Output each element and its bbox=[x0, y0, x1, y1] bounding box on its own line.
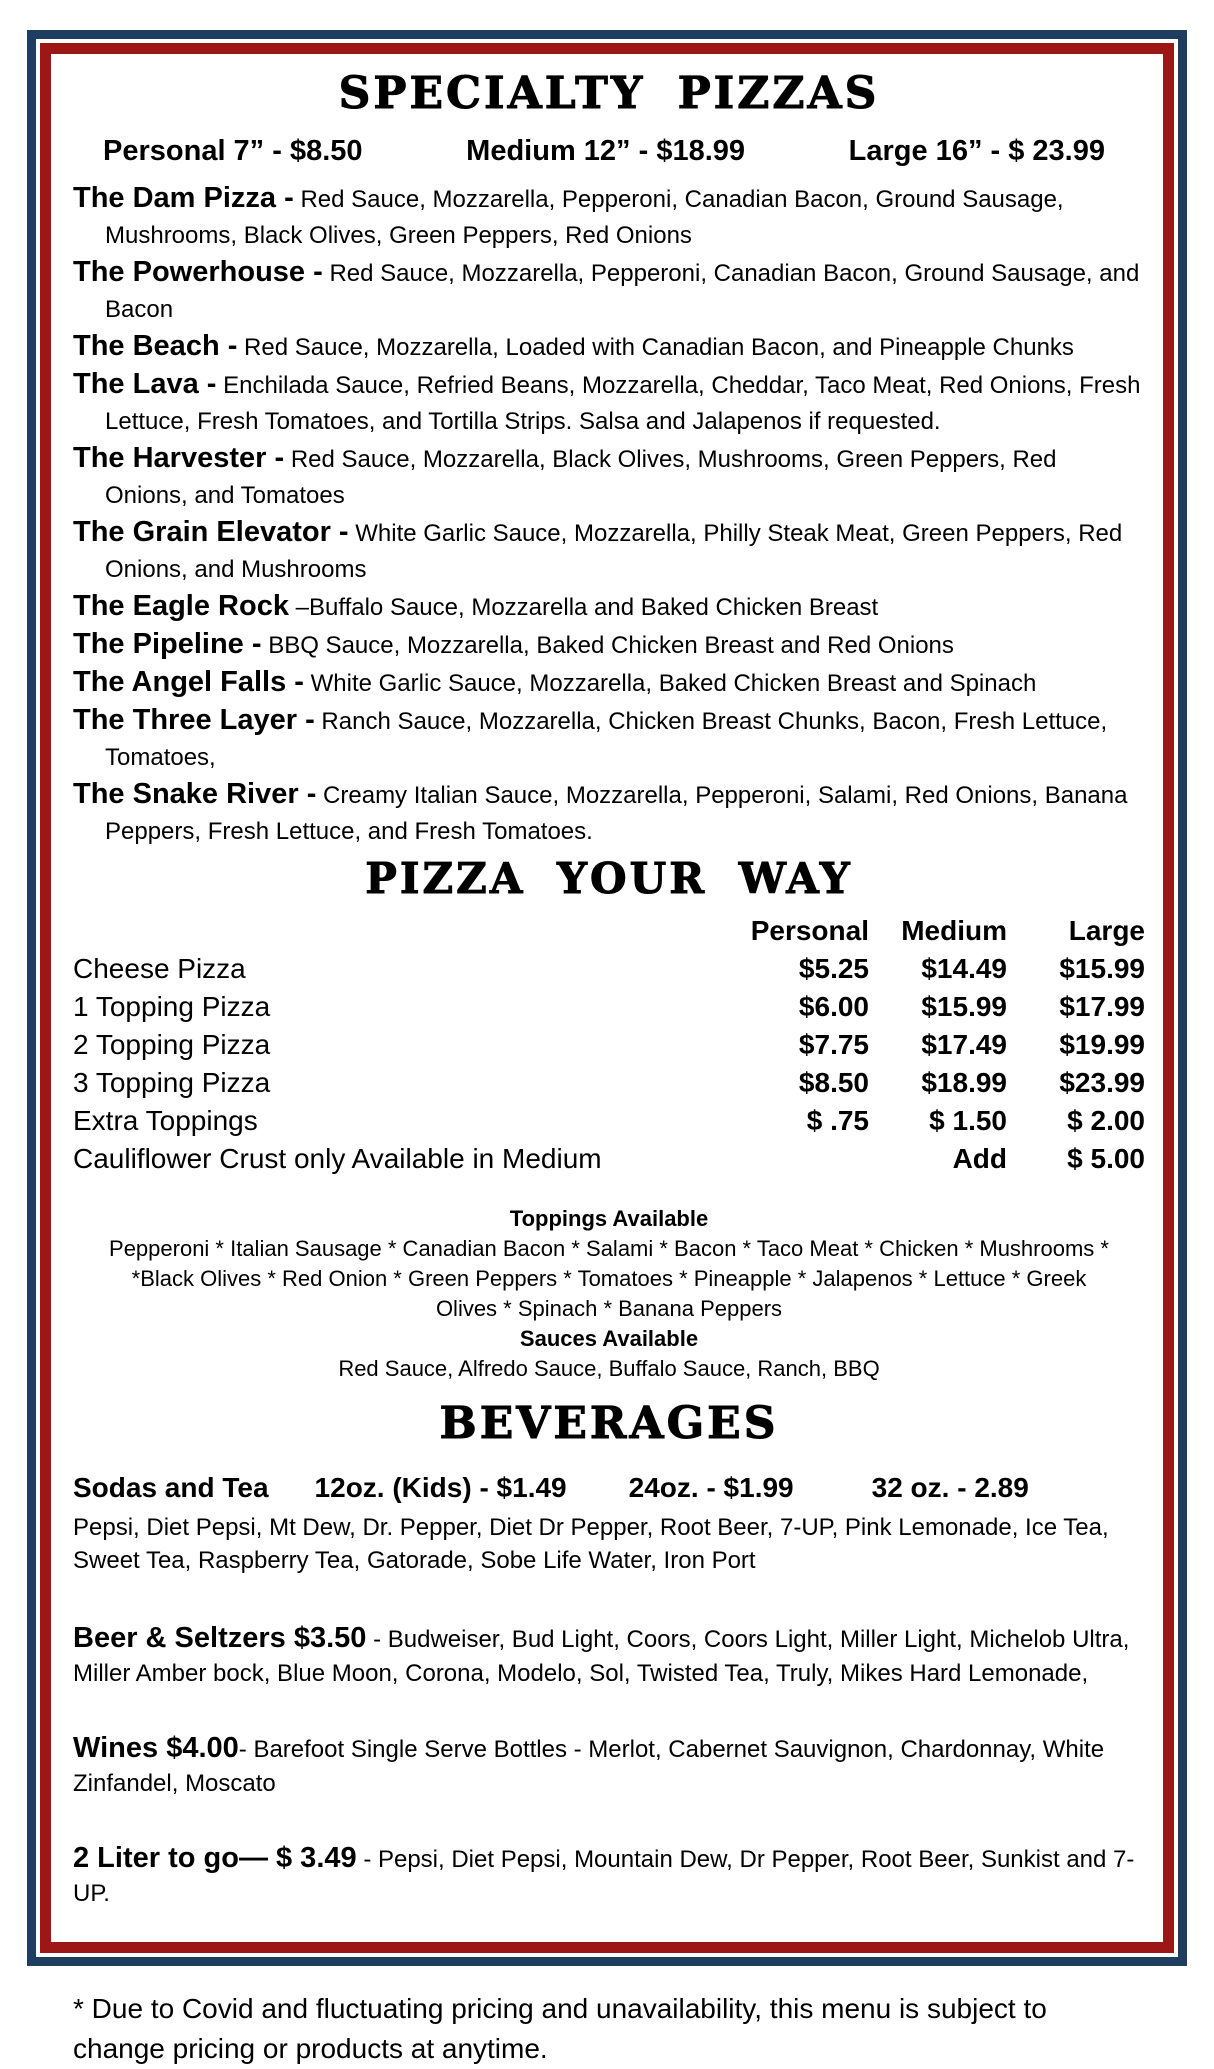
two-liter-paragraph bbox=[73, 1841, 1145, 1911]
pizza-item bbox=[73, 180, 1145, 254]
pizza-desc: Red Sauce, Mozzarella, Black Olives, Mushrooms, Green Peppers, Red Onions, and Tomatoes bbox=[105, 446, 1057, 510]
specialty-section bbox=[73, 70, 1145, 850]
price-medium: $18.99 bbox=[921, 1066, 1007, 1098]
sauces-list: Red Sauce, Alfredo Sauce, Buffalo Sauce, Ranch, BBQ bbox=[338, 1355, 880, 1381]
toppings-list: Pepperoni * Italian Sausage * Canadian Bacon * Salami * Bacon * Taco Meat * Chicken * Mushrooms * *Black Olives * Red Onion * Green Peppers * Tomatoes * Pineapple * Jalapenos * Lettuce * Greek Olives * Spinach * Banana Peppers bbox=[109, 1235, 1109, 1321]
wines-paragraph bbox=[73, 1731, 1145, 1801]
price-large: $19.99 bbox=[1059, 1028, 1145, 1060]
row-item-name: 2 Topping Pizza bbox=[73, 1028, 271, 1060]
menu-content bbox=[51, 54, 1163, 2064]
row-item-name: Cheese Pizza bbox=[73, 952, 246, 984]
pizza-your-way-title: PIZZA YOUR WAY bbox=[365, 854, 853, 904]
soda-size-32oz: 32 oz. - 2.89 bbox=[871, 1472, 1029, 1504]
specialty-title: SPECIALTY PIZZAS bbox=[338, 68, 880, 119]
price-medium: $17.49 bbox=[921, 1028, 1007, 1060]
pizza-item bbox=[73, 702, 1145, 776]
sodas-heading-row bbox=[73, 1471, 1145, 1505]
pizza-item bbox=[73, 514, 1145, 588]
toppings-header: Toppings Available bbox=[509, 1205, 709, 1231]
price-medium: $ 1.50 bbox=[929, 1104, 1007, 1136]
soda-size-kids: 12oz. (Kids) - $1.49 bbox=[314, 1472, 567, 1504]
table-row-cauliflower bbox=[73, 1140, 1145, 1178]
beverages-title: BEVERAGES bbox=[439, 1397, 779, 1449]
sodas-list: Pepsi, Diet Pepsi, Mt Dew, Dr. Pepper, Diet Dr Pepper, Root Beer, 7-UP, Pink Lemonade, Ice Tea, Sweet Tea, Raspberry Tea, Gatorade, Sobe Life Water, Iron Port bbox=[73, 1513, 1109, 1574]
col-header-personal: Personal bbox=[750, 914, 869, 946]
pizza-item bbox=[73, 588, 1145, 626]
menu-outer-border bbox=[27, 30, 1187, 2064]
covid-footnote: * Due to Covid and fluctuating pricing and unavailability, this menu is subject to change pricing or products at anytime. bbox=[73, 1992, 1047, 2064]
pizza-name: The Beach - bbox=[73, 330, 238, 363]
price-personal: $8.50 bbox=[798, 1066, 869, 1098]
pizza-item bbox=[73, 664, 1145, 702]
pizza-name: The Powerhouse - bbox=[73, 256, 323, 289]
pizza-price-table bbox=[73, 912, 1145, 1178]
pizza-item bbox=[73, 254, 1145, 328]
pizza-desc: Red Sauce, Mozzarella, Pepperoni, Canadian Bacon, Ground Sausage, Mushrooms, Black Olives, Green Peppers, Red Onions bbox=[105, 186, 1064, 250]
pizza-name: The Three Layer - bbox=[73, 704, 315, 737]
pizza-desc: Red Sauce, Mozzarella, Loaded with Canadian Bacon, and Pineapple Chunks bbox=[244, 334, 1074, 362]
price-medium: $15.99 bbox=[921, 990, 1007, 1022]
table-row bbox=[73, 1102, 1145, 1140]
price-large: $15.99 bbox=[1059, 952, 1145, 984]
toppings-sauces-block bbox=[73, 1204, 1145, 1384]
pizza-item bbox=[73, 776, 1145, 850]
sauces-header: Sauces Available bbox=[519, 1325, 699, 1351]
row-item-name: Cauliflower Crust only Available in Medium bbox=[73, 1142, 602, 1174]
row-item-name: 3 Topping Pizza bbox=[73, 1066, 271, 1098]
pizza-item bbox=[73, 440, 1145, 514]
pizza-item bbox=[73, 626, 1145, 664]
wines-heading: Wines $4.00 bbox=[73, 1731, 239, 1764]
two-liter-heading: 2 Liter to go— $ 3.49 bbox=[73, 1841, 357, 1874]
col-header-medium: Medium bbox=[901, 914, 1007, 946]
pizza-desc: Enchilada Sauce, Refried Beans, Mozzarella, Cheddar, Taco Meat, Red Onions, Fresh Lettuce, Fresh Tomatoes, and Tortilla Strips. Salsa and Jalapenos if requested. bbox=[105, 372, 1141, 436]
pizza-name: The Lava - bbox=[73, 368, 217, 401]
add-label: Add bbox=[952, 1142, 1007, 1174]
specialty-pizza-list bbox=[73, 180, 1145, 850]
pizza-desc: White Garlic Sauce, Mozzarella, Baked Chicken Breast and Spinach bbox=[310, 670, 1037, 698]
price-personal: $7.75 bbox=[798, 1028, 869, 1060]
pizza-item bbox=[73, 366, 1145, 440]
beer-heading: Beer & Seltzers $3.50 bbox=[73, 1621, 367, 1654]
price-personal: $6.00 bbox=[798, 990, 869, 1022]
pizza-name: The Grain Elevator - bbox=[73, 516, 349, 549]
price-table-header-row bbox=[73, 912, 1145, 950]
pizza-desc: White Garlic Sauce, Mozzarella, Philly Steak Meat, Green Peppers, Red Onions, and Mushrooms bbox=[105, 520, 1123, 584]
table-row bbox=[73, 988, 1145, 1026]
col-header-large: Large bbox=[1068, 914, 1145, 946]
pizza-name: The Harvester - bbox=[73, 442, 285, 475]
beer-paragraph bbox=[73, 1621, 1145, 1691]
price-personal: $ .75 bbox=[806, 1104, 869, 1136]
two-liter-list: - Pepsi, Diet Pepsi, Mountain Dew, Dr Pepper, Root Beer, Sunkist and 7-UP. bbox=[73, 1845, 1135, 1907]
wines-list: - Barefoot Single Serve Bottles - Merlot, Cabernet Sauvignon, Chardonnay, White Zinfandel, Moscato bbox=[73, 1735, 1105, 1797]
pizza-your-way-section bbox=[73, 856, 1145, 1383]
size-option-large: Large 16” - $ 23.99 bbox=[848, 134, 1105, 167]
size-option-personal: Personal 7” - $8.50 bbox=[103, 134, 363, 167]
pizza-desc: –Buffalo Sauce, Mozzarella and Baked Chicken Breast bbox=[295, 594, 879, 622]
menu-inner-border bbox=[40, 43, 1174, 2064]
price-large: $23.99 bbox=[1059, 1066, 1145, 1098]
pizza-item bbox=[73, 328, 1145, 366]
table-row bbox=[73, 1064, 1145, 1102]
add-price: $ 5.00 bbox=[1067, 1142, 1145, 1174]
sodas-heading: Sodas and Tea bbox=[73, 1472, 269, 1504]
price-large: $17.99 bbox=[1059, 990, 1145, 1022]
beer-list: - Budweiser, Bud Light, Coors, Coors Light, Miller Light, Michelob Ultra, Miller Amber bock, Blue Moon, Corona, Modelo, Sol, Twisted Tea, Truly, Mikes Hard Lemonade, bbox=[73, 1625, 1130, 1687]
pizza-name: The Snake River - bbox=[73, 778, 317, 811]
pizza-desc: BBQ Sauce, Mozzarella, Baked Chicken Breast and Red Onions bbox=[268, 632, 954, 660]
soda-size-24oz: 24oz. - $1.99 bbox=[628, 1472, 794, 1504]
price-large: $ 2.00 bbox=[1067, 1104, 1145, 1136]
price-medium: $14.49 bbox=[921, 952, 1007, 984]
table-row bbox=[73, 1026, 1145, 1064]
pizza-desc: Red Sauce, Mozzarella, Pepperoni, Canadian Bacon, Ground Sausage, and Bacon bbox=[105, 260, 1140, 324]
beverages-section bbox=[73, 1397, 1145, 1911]
pizza-desc: Creamy Italian Sauce, Mozzarella, Pepperoni, Salami, Red Onions, Banana Peppers, Fresh Lettuce, and Fresh Tomatoes. bbox=[105, 782, 1128, 846]
pizza-name: The Angel Falls - bbox=[73, 666, 304, 699]
pizza-desc: Ranch Sauce, Mozzarella, Chicken Breast Chunks, Bacon, Fresh Lettuce, Tomatoes, bbox=[105, 708, 1108, 772]
table-row bbox=[73, 950, 1145, 988]
row-item-name: Extra Toppings bbox=[73, 1104, 258, 1136]
price-personal: $5.25 bbox=[798, 952, 869, 984]
pizza-name: The Dam Pizza - bbox=[73, 182, 294, 215]
row-item-name: 1 Topping Pizza bbox=[73, 990, 271, 1022]
size-option-medium: Medium 12” - $18.99 bbox=[466, 134, 746, 167]
pizza-name: The Pipeline - bbox=[73, 628, 262, 661]
size-options-row bbox=[73, 134, 1145, 169]
pizza-name: The Eagle Rock bbox=[73, 590, 289, 623]
